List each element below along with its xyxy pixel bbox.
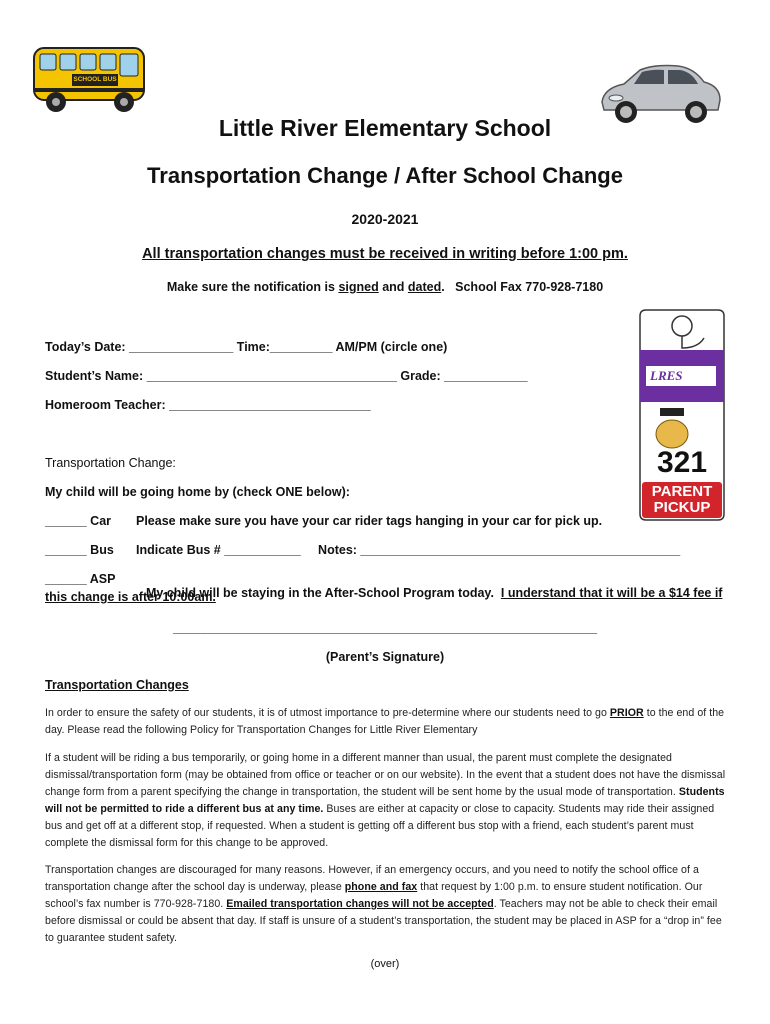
asp-option-description: My child will be staying in the After-School Program today. xyxy=(145,586,501,600)
policy-paragraph-2 xyxy=(45,750,733,852)
fax-pre-text: Make sure the notification is xyxy=(166,280,339,294)
car-option-text: Please make sure you have your car rider tags hanging in your car for pick up. xyxy=(136,514,603,528)
policy-p1-text-a: In order to ensure the safety of our students, it is of utmost importance to pre-determine where our students need to go xyxy=(45,707,610,719)
asp-fee-continued: this change is after 10:00am. xyxy=(45,590,216,604)
asp-option-blank[interactable]: ______ ASP xyxy=(45,572,116,586)
policy-p2-text-b: Buses are either at capacity or close to capacity. Students may ride their assigned bus and get off at a different stop, if requested. When a student is getting off a different bus stop with a friend, each student’s parent must complete the dismissal form for this change to be approved. xyxy=(45,803,715,849)
over-note: (over) xyxy=(370,958,400,970)
transportation-change-heading xyxy=(45,456,176,470)
parent-signature-label: (Parent’s Signature) xyxy=(325,650,445,664)
parent-signature-line[interactable]: _____________________________________________________________ xyxy=(172,621,598,635)
policy-p3-email: Emailed transportation changes will not be accepted xyxy=(226,898,494,910)
asp-fee-text: I understand that it will be a $14 fee if xyxy=(500,586,723,600)
school-name: Little River Elementary School xyxy=(218,115,552,141)
policy-p1-prior: PRIOR xyxy=(609,707,644,719)
policy-p3-phone-fax: phone and fax xyxy=(344,881,418,893)
fax-dated-text: dated xyxy=(407,280,442,294)
policy-p1-text-b: to the end of the day. Please read the following Policy for Transportation Changes for Little River Elementary xyxy=(45,707,725,736)
school-year: 2020-2021 xyxy=(351,211,419,227)
transportation-change-colon: : xyxy=(172,456,176,470)
tag-school-code: LRES xyxy=(650,368,683,383)
policy-p3-text-b: that request by 1:00 p.m. to ensure student notification. Our school’s fax number is 770-928-7180. xyxy=(45,881,703,910)
student-grade-field-line[interactable]: Student’s Name: ____________________________________ Grade: ____________ xyxy=(45,369,528,383)
policy-title: Transportation Changes xyxy=(45,678,189,692)
car-option-blank[interactable]: ______ Car xyxy=(45,514,112,528)
tag-pickup-text: PICKUP xyxy=(653,499,711,516)
check-one-instruction: My child will be going home by (check ONE below): xyxy=(45,485,350,499)
parent-pickup-tag-image xyxy=(638,308,726,522)
fax-notice xyxy=(0,280,770,294)
bus-option-text[interactable]: Indicate Bus # ___________ Notes: ______________________________________________ xyxy=(136,543,681,557)
form-title: Transportation Change / After School Change xyxy=(147,163,623,188)
date-time-field-line[interactable]: Today’s Date: _______________ Time:_________ AM/PM (circle one) xyxy=(45,340,448,354)
policy-p3-text-a: Transportation changes are discouraged for many reasons. However, if an emergency occurs, and you need to notify the school office of a transportation change after the school day is underway, please xyxy=(45,864,699,893)
bus-option-blank[interactable]: ______ Bus xyxy=(45,543,114,557)
policy-p2-text-a: If a student will be riding a bus temporarily, or going home in a different manner than usual, the parent must complete the designated dismissal/transportation form (may be obtained from office or teacher or on our website). In the event that a student does not have the dismissal change form from a parent specifying the change in transportation, the student will be sent home by the usual mode of transportation. xyxy=(45,752,726,798)
policy-paragraph-3 xyxy=(45,862,733,947)
policy-p2-bold: Students will not be permitted to ride a different bus at any time. xyxy=(45,786,725,815)
homeroom-teacher-field-line[interactable]: Homeroom Teacher: _____________________________ xyxy=(45,398,371,412)
deadline-notice: All transportation changes must be received in writing before 1:00 pm. xyxy=(142,246,628,262)
school-bus-image xyxy=(26,40,156,120)
bus-sign-text: SCHOOL BUS xyxy=(73,76,117,83)
fax-and-text: and xyxy=(378,280,408,294)
transportation-change-label: Transportation Change xyxy=(45,456,173,470)
policy-paragraph-1 xyxy=(45,705,733,739)
tag-parent-text: PARENT xyxy=(651,483,713,500)
tag-number: 321 xyxy=(656,446,708,479)
policy-p3-text-c: . Teachers may not be able to check their email before dismissal or could be absent that day. If staff is unsure of a student’s transportation, the student may be placed in ASP for a “drop in” fee to guarantee student safety. xyxy=(45,898,722,944)
fax-signed-text: signed xyxy=(338,280,379,294)
fax-number-text: . School Fax 770-928-7180 xyxy=(441,280,604,294)
asp-option-text xyxy=(139,572,722,600)
